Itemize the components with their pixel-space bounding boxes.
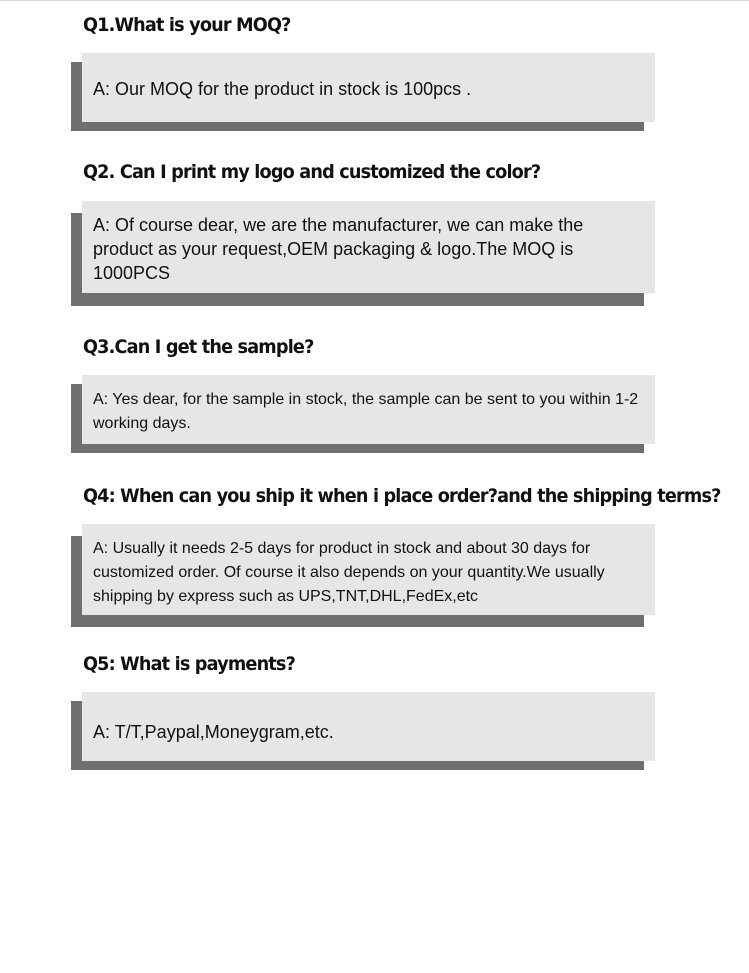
faq-answer: A: T/T,Paypal,Moneygram,etc.	[93, 722, 334, 742]
faq-answer-box	[82, 692, 655, 761]
faq-answer-box	[82, 53, 655, 122]
faq-question: Q2. Can I print my logo and customized the color?	[83, 161, 541, 183]
faq-answer: A: Yes dear, for the sample in stock, the sample can be sent to you within 1-2 working days.	[93, 391, 639, 432]
faq-answer-box	[82, 201, 655, 293]
faq-question: Q5: What is payments?	[83, 653, 296, 675]
faq-answer-box	[82, 524, 655, 615]
faq-answer: A: Our MOQ for the product in stock is 100pcs .	[93, 79, 472, 99]
top-divider	[0, 0, 749, 1]
faq-question: Q1.What is your MOQ?	[83, 14, 291, 36]
faq-answer-box	[82, 375, 655, 444]
faq-answer: A: Usually it needs 2-5 days for product in stock and about 30 days for customized order. Of course it also depends on your quantity.We usually shipping by express such as UPS,TNT,DHL,FedEx,etc	[93, 540, 605, 605]
faq-question: Q4: When can you ship it when i place order?and the shipping terms?	[83, 485, 721, 507]
faq-question: Q3.Can I get the sample?	[83, 336, 314, 358]
faq-answer: A: Of course dear, we are the manufacturer, we can make the product as your request,OEM packaging & logo.The MOQ is 1000PCS	[93, 215, 584, 283]
